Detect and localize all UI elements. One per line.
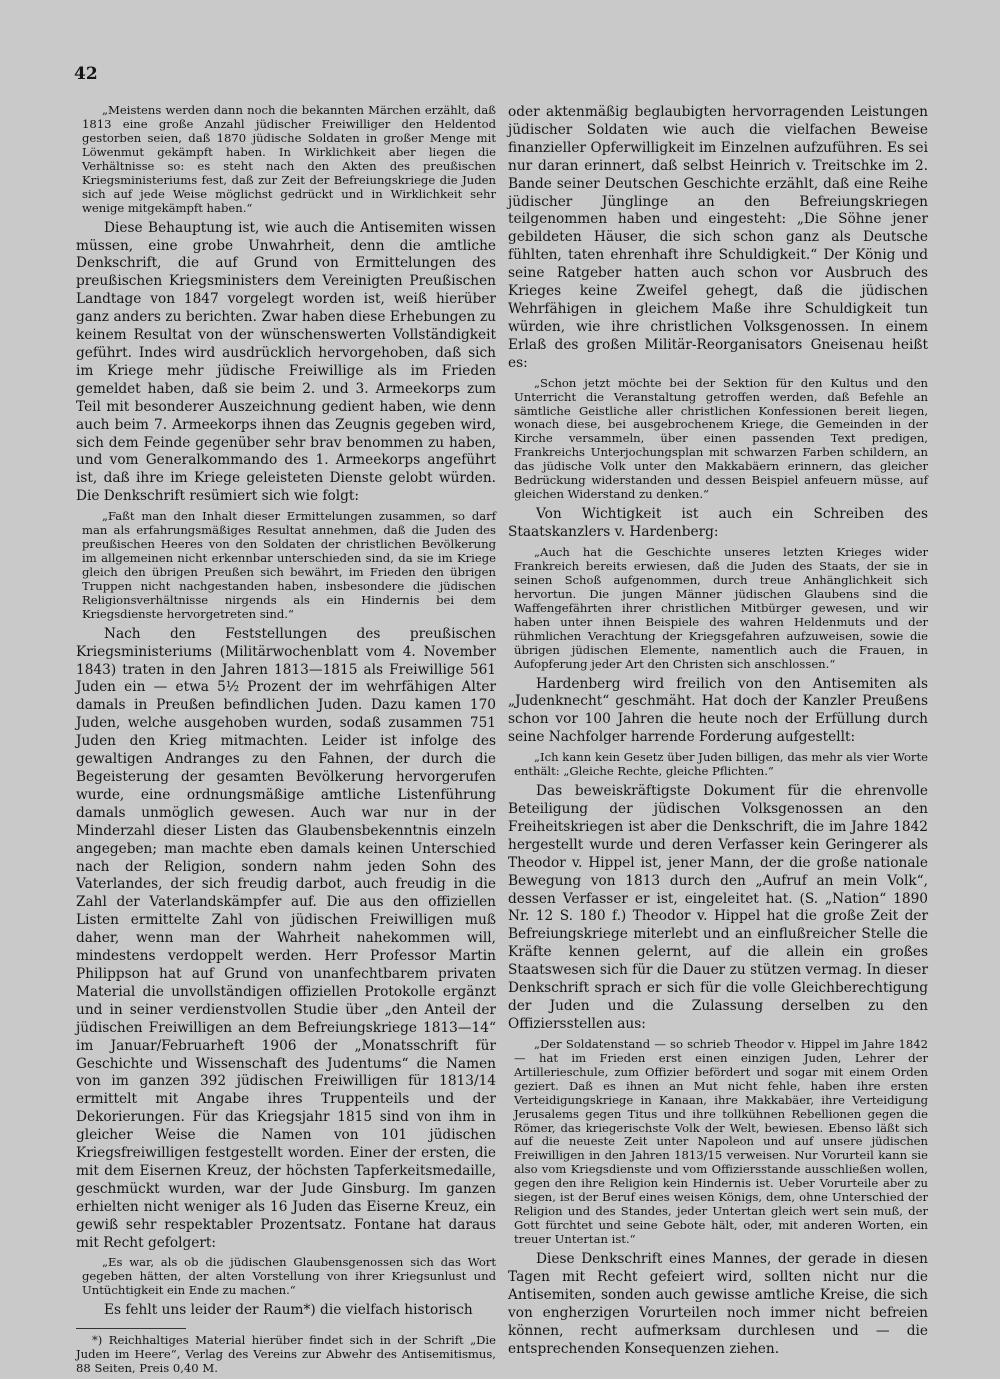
footnote: *) Reichhaltiges Material hierüber findet sich in der Schrift „Die Juden im Heere“, Verlag des Vereins zur Abwehr des Antisemitismus, 88 Seiten, Preis 0,40 M.: [76, 1333, 496, 1376]
quote-paragraph: „Meistens werden dann noch die bekannten Märchen erzählt, daß 1813 eine große Anzahl jüdischer Freiwilliger den Heldentod gestorben seien, daß 1870 jüdische Soldaten in großer Menge mit Löwenmut gekämpft haben. In Wirklichkeit aber liegen die Verhältnisse so: es steht nach den Akten des preußischen Kriegsministeriums fest, daß zur Zeit der Befreiungskriege die Juden sich auf jede Weise möglichst gedrückt und in Wirklichkeit sehr wenige mitgekämpft haben.“: [82, 103, 496, 215]
body-paragraph: Nach den Feststellungen des preußischen Kriegsministeriums (Militärwochenblatt vom 4. November 1843) traten in den Jahren 1813—1815 als Freiwillige 561 Juden ein — etwa 5½ Prozent der im wehrfähigen Alter damals in Preußen befindlichen Juden. Dazu kamen 170 Juden, welche ausgehoben wurden, sodaß zusammen 751 Juden den Krieg mitmachten. Leider ist infolge des gewaltigen Andranges zu den Fahnen, der durch die Begeisterung der gesamten Bevölkerung hervorgerufen wurde, eine ordnungsmäßige amtliche Listenführung damals unmöglich gewesen. Auch war nur in der Minderzahl dieser Listen das Glaubensbekenntnis einzeln angegeben; man machte eben damals keinen Unterschied nach der Religion, sondern nahm jeden Sohn des Vaterlandes, der sich freudig darbot, auch freudig in die Zahl der Vaterlandskämpfer auf. Die aus den offiziellen Listen ermittelte Zahl von jüdischen Freiwilligen muß daher, wenn man der Wahrheit nahekommen will, mindestens verdoppelt werden. Herr Professor Martin Philippson hat auf Grund von unanfechtbarem privaten Material die unvollständigen offiziellen Protokolle ergänzt und in seiner verdienstvollen Studie über „den Anteil der jüdischen Freiwilligen an dem Befreiungskriege 1813—14“ im Januar/Februarheft 1906 der „Monatsschrift für Geschichte und Wissenschaft des Judentums“ die Namen von im ganzen 392 jüdischen Freiwilligen für 1813/14 ermittelt mit Angabe ihres Truppenteils und der Dekorierungen. Für das Kriegsjahr 1815 sind von ihm in gleicher Weise die Namen von 101 jüdischen Kriegsfreiwilligen festgestellt worden. Einer der ersten, die mit dem Eisernen Kreuz, der höchsten Tapferkeitsmedaille, geschmückt wurden, war der Jude Ginsburg. Im ganzen erhielten nicht weniger als 16 Juden das Eiserne Kreuz, ein gewiß sehr respektabler Prozentsatz. Fontane hat daraus mit Recht gefolgert:: [76, 625, 496, 1251]
quote-paragraph: „Schon jetzt möchte bei der Sektion für den Kultus und den Unterricht die Veranstaltung getroffen werden, daß Befehle an sämtliche Geistliche aller christlichen Konfessionen bereit liegen, wonach diese, bei ausgebrochenem Kriege, die Gemeinden in der Kirche versammeln, über einen passenden Text predigen, Frankreichs Unterjochungsplan mit schwarzen Farben schildern, an das jüdische Volk unter den Makkabäern erinnern, das gleicher Bedrückung widerstanden und dessen Beispiel anfeuern müsse, auf gleichen Widerstand zu denken.“: [514, 375, 928, 502]
quote-paragraph: „Faßt man den Inhalt dieser Ermittelungen zusammen, so darf man als erfahrungsmäßiges Resultat annehmen, daß die Juden des preußischen Heeres von den Soldaten der christlichen Bevölkerung im allgemeinen nicht erkennbar unterschieden sind, da sie im Kriege gleich den übrigen Preußen sich bewährt, im Frieden den übrigen Truppen nicht nachgestanden haben, insbesondere die jüdischen Religionsverhältnisse nirgends als ein Hindernis bei dem Kriegsdienste hervorgetreten sind.“: [82, 509, 496, 621]
quote-paragraph: „Auch hat die Geschichte unseres letzten Krieges wider Frankreich bereits erwiesen, daß die Juden des Staats, der sie in seinen Schoß aufgenommen, durch treue Anhänglichkeit sich hervortun. Die jungen Männer jüdischen Glaubens sind die Waffengefährten ihrer christlichen Mitbürger gewesen, und wir haben unter ihnen Beispiele des wahren Heldenmuts und der rühmlichen Verachtung der Kriegsgefahren aufzuweisen, sowie die übrigen jüdischen Elemente, namentlich auch die Frauen, in Aufopferung jeder Art den Christen sich anschlossen.“: [514, 544, 928, 671]
body-paragraph: Es fehlt uns leider der Raum*) die vielfach historisch: [104, 1302, 473, 1319]
right-column: [508, 104, 928, 1363]
body-paragraph: Diese Behauptung ist, wie auch die Antisemiten wissen müssen, eine grobe Unwahrheit, denn die amtliche Denkschrift, die auf Grund von Ermittelungen des preußischen Kriegsministers dem Vereinigten Preußischen Landtage von 1847 vorgelegt worden ist, weiß hierüber ganz anders zu berichten. Zwar haben diese Erhebungen zu keinem Resultat von der wünschenswerten Vollständigkeit geführt. Indes wird ausdrücklich hervorgehoben, daß sich im Kriege mehr jüdische Freiwillige als im Frieden gemeldet haben, daß sie beim 2. und 3. Armeekorps zum Teil mit besonderer Auszeichnung gedient haben, wie denn auch beim 7. Armeekorps ihnen das Zeugnis gegeben wird, sich dem Feinde gegenüber sehr brav benommen zu haben, und vom Generalkommando des 1. Armeekorps angeführt ist, daß ihre im Kriege geleisteten Dienste gelobt würden. Die Denkschrift resümiert sich wie folgt:: [76, 219, 496, 505]
footnote-divider: [76, 1328, 186, 1329]
body-paragraph: Hardenberg wird freilich von den Antisemiten als „Judenknecht“ geschmäht. Hat doch der Kanzler Preußens schon vor 100 Jahren die heute noch der Erfüllung durch seine Nachfolger harrende Forderung aufgestellt:: [508, 675, 928, 746]
left-column: [76, 104, 496, 1379]
quote-paragraph: „Ich kann kein Gesetz über Juden billigen, das mehr als vier Worte enthält: „Gleiche Rechte, gleiche Pflichten.“: [514, 750, 928, 779]
quote-paragraph: „Es war, als ob die jüdischen Glaubensgenossen sich das Wort gegeben hätten, der alten Vorstellung von ihrer Kriegsunlust und Untüchtigkeit ein Ende zu machen.“: [82, 1255, 496, 1298]
quote-paragraph: „Der Soldatenstand — so schrieb Theodor v. Hippel im Jahre 1842 — hat im Frieden erst einen einzigen Juden, Lehrer der Artillerieschule, zum Offizier befördert und sogar mit einem Orden geziert. Daß es ihnen an Mut nicht fehle, haben ihre ersten Verteidigungskriege in Kanaan, ihre Makkabäer, ihre Verteidigung Jerusalems gegen Titus und ihre tollkühnen Rebellionen gegen die Römer, das kriegerischste Volk der Welt, bewiesen. Ebenso läßt sich auf die neueste Zeit unter Napoleon und auf unsere jüdischen Freiwilligen in den Jahren 1813/15 verweisen. Nur Vorurteil kann sie also vom Kriegsdienste und vom Offiziersstande ausschließen wollen, gegen den ihre Religion kein Hindernis ist. Ueber Vorurteile aber zu siegen, ist der Beruf eines weisen Königs, dem, ohne Unterschied der Religion und des Standes, jeder Untertan gleich wert sein muß, der Gott fürchtet und seine Gebote hält, oder, mit anderen Worten, ein treuer Untertan ist.“: [514, 1036, 928, 1247]
page-number: 42: [74, 64, 98, 84]
body-paragraph: Von Wichtigkeit ist auch ein Schreiben des Staatskanzlers v. Hardenberg:: [508, 506, 928, 541]
body-paragraph: Das beweiskräftigste Dokument für die ehrenvolle Beteiligung der jüdischen Volksgenossen an den Freiheitskriegen ist aber die Denkschrift, die im Jahre 1842 hergestellt wurde und deren Verfasser kein Geringerer als Theodor v. Hippel ist, jener Mann, der die große nationale Bewegung von 1813 durch den „Aufruf an mein Volk“, dessen Verfasser er ist, eingeleitet hat. (S. „Nation“ 1890 Nr. 12 S. 180 f.) Theodor v. Hippel hat die große Zeit der Befreiungskriege miterlebt und an einflußreicher Stelle die Kräfte kennen gelernt, auf die allein ein großes Staatswesen sich für die Dauer zu stützen vermag. In dieser Denkschrift sprach er sich für die volle Gleichberechtigung der Juden und die Zulassung derselben zu den Offiziersstellen aus:: [508, 783, 928, 1032]
body-paragraph: Diese Denkschrift eines Mannes, der gerade in diesen Tagen mit Recht gefeiert wird, sollten nicht nur die Antisemiten, sonden auch gewisse amtliche Kreise, die sich von engherzigen Vorurteilen noch immer nicht befreien können, recht aufmerksam durchlesen und — die entsprechenden Konsequenzen ziehen.: [508, 1251, 928, 1357]
body-paragraph: oder aktenmäßig beglaubigten hervorragenden Leistungen jüdischer Soldaten wie auch die vielfachen Beweise finanzieller Opferwilligkeit im Einzelnen aufzuführen. Es sei nur daran erinnert, daß selbst Heinrich v. Treitschke im 2. Bande seiner Deutschen Geschichte erzählt, daß eine Reihe jüdischer Jünglinge an den Befreiungskriegen teilgenommen haben und eingesteht: „Die Söhne jener gebildeten Häuser, die sich schon ganz als Deutsche fühlten, taten ehrenhaft ihre Schuldigkeit.“ Der König und seine Ratgeber hatten auch schon vor Ausbruch des Krieges keine Zweifel gehegt, daß die jüdischen Wehrfähigen in gleichem Maße ihre Schuldigkeit tun würden, wie ihre christlichen Volksgenossen. In einem Erlaß des großen Militär-Reorganisators Gneisenau heißt es:: [508, 104, 928, 371]
